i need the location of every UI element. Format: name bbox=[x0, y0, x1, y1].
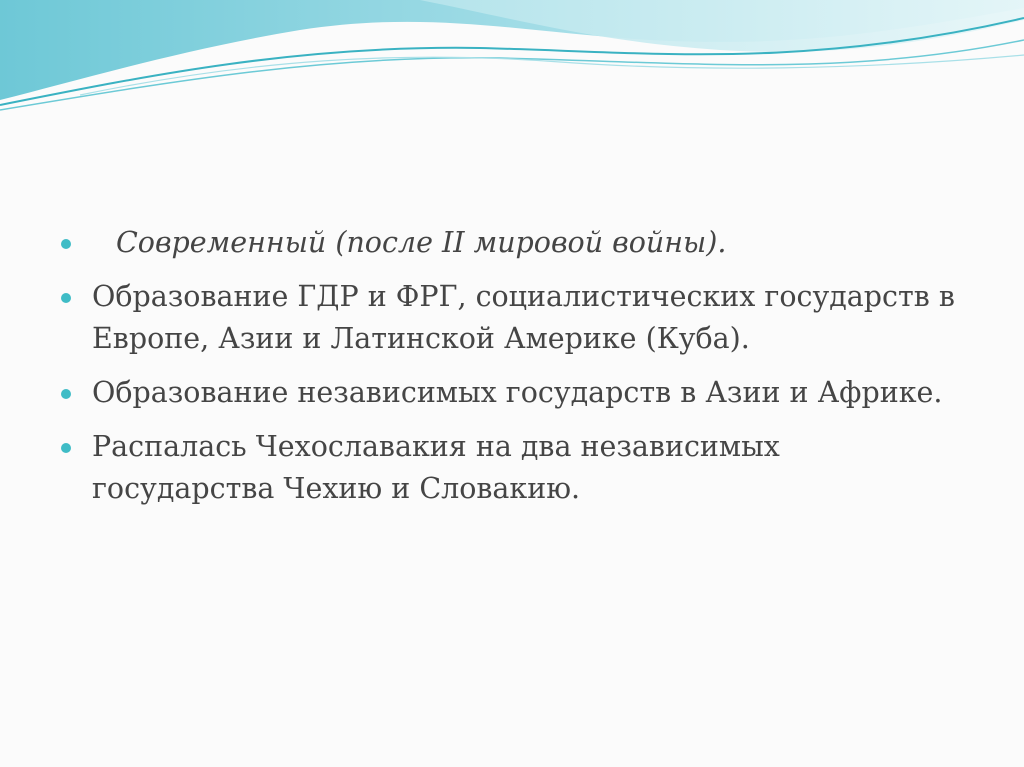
bullet-dot-icon bbox=[61, 239, 71, 249]
bullet-text: Образование ГДР и ФРГ, социалистических государств в Европе, Азии и Латинской Америке (Куба). bbox=[92, 280, 955, 355]
bullet-text: Современный (после II мировой войны). bbox=[116, 226, 727, 259]
bullet-item bbox=[60, 222, 960, 264]
bullet-item bbox=[60, 426, 960, 510]
bullet-item bbox=[60, 276, 960, 360]
bullet-list bbox=[60, 222, 960, 510]
bullet-text: Распалась Чехославакия на два независимых государства Чехию и Словакию. bbox=[92, 430, 780, 505]
bullet-dot-icon bbox=[61, 293, 71, 303]
bullet-item bbox=[60, 372, 960, 414]
bullet-dot-icon bbox=[61, 389, 71, 399]
wave-header-decoration bbox=[0, 0, 1024, 130]
bullet-text: Образование независимых государств в Азии и Африке. bbox=[92, 376, 943, 409]
bullet-dot-icon bbox=[61, 443, 71, 453]
slide-body bbox=[60, 222, 960, 522]
